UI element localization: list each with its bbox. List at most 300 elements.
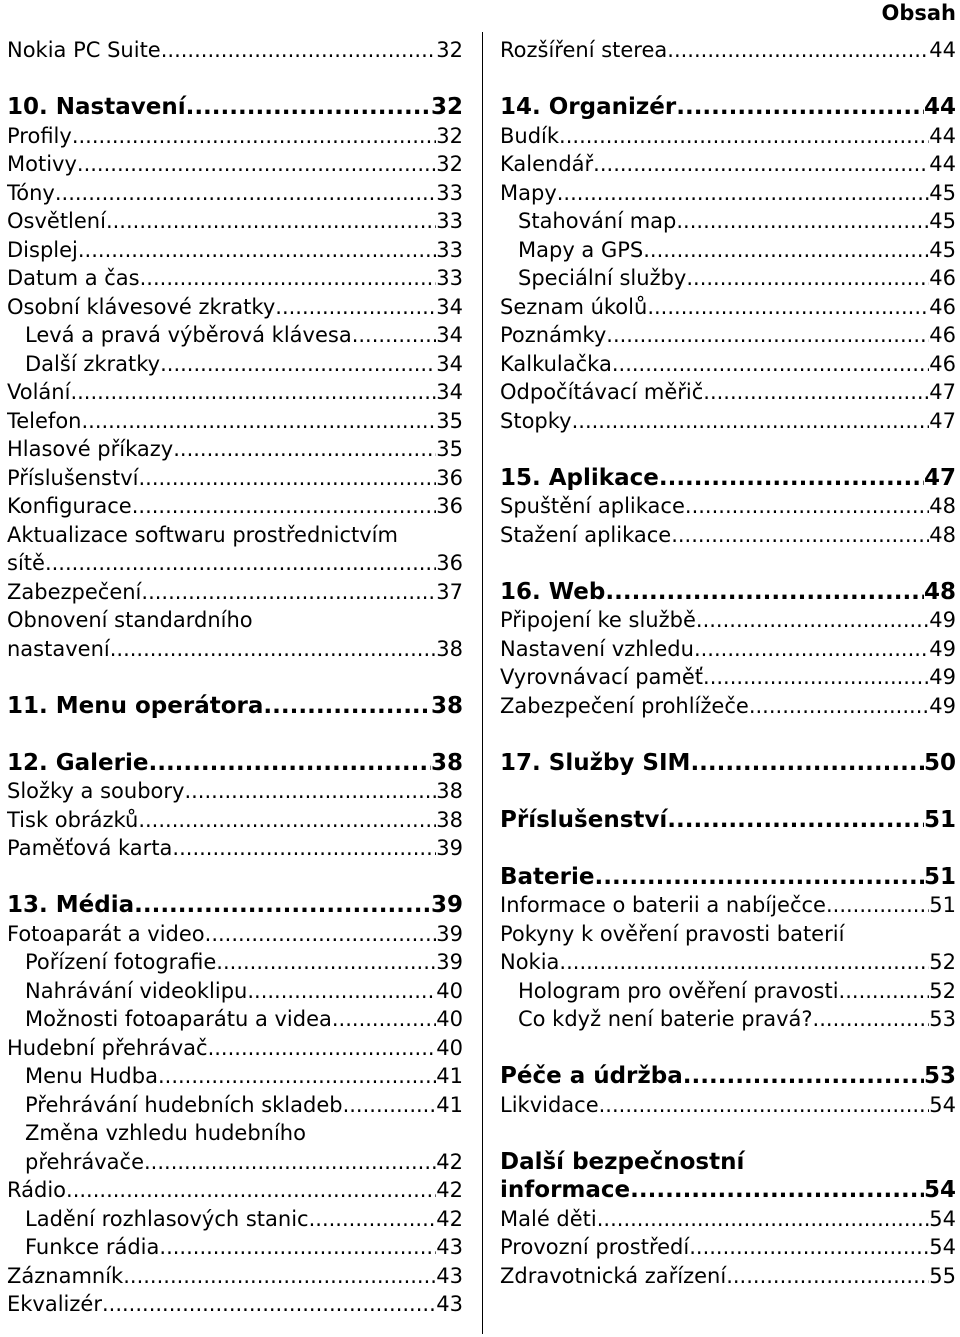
toc-page-number: 48 — [929, 494, 956, 518]
toc-page-number: 42 — [436, 1178, 463, 1202]
toc-page-number: 46 — [929, 294, 956, 319]
toc-entry-title: Funkce rádia — [25, 1235, 160, 1259]
toc-page-number: 43 — [436, 1235, 463, 1259]
toc-entry-title: Ekvalizér — [7, 1292, 102, 1316]
dot-leader — [247, 977, 436, 1006]
toc-entry-title: Hlasové příkazy — [7, 437, 174, 461]
toc-entry-title: Zabezpečení prohlížeče — [500, 693, 749, 718]
toc-page-number: 44 — [929, 123, 956, 148]
dot-leader — [647, 293, 929, 322]
dot-leader — [263, 692, 431, 721]
toc-page-number: 39 — [436, 950, 463, 974]
dot-leader — [749, 692, 929, 721]
toc-subsection-entry[interactable] — [500, 1005, 956, 1034]
toc-entry-title: Provozní prostředí — [500, 1235, 690, 1259]
toc-section-entry[interactable] — [500, 150, 956, 179]
dot-leader — [66, 1176, 436, 1205]
dot-leader — [172, 834, 436, 863]
toc-section-entry[interactable] — [7, 435, 463, 464]
toc-entry-title: Mapy — [500, 180, 557, 205]
toc-entry-title: Seznam úkolů — [500, 294, 648, 319]
toc-entry-title: Datum a čas — [7, 266, 140, 290]
toc-page-number: 40 — [436, 1007, 463, 1031]
toc-entry-title: Volání — [7, 380, 71, 404]
toc-entry-title: 12. Galerie — [7, 749, 149, 776]
toc-page-number: 54 — [929, 1235, 956, 1259]
spacer — [7, 863, 463, 892]
toc-subsection-entry[interactable] — [7, 321, 463, 350]
toc-page-number: 32 — [436, 152, 463, 176]
toc-section-entry[interactable] — [500, 521, 956, 550]
toc-entry-title: Hologram pro ověření pravosti — [518, 978, 839, 1003]
toc-entry-title: Spuštění aplikace — [500, 494, 685, 518]
toc-chapter-entry[interactable] — [500, 578, 956, 607]
toc-entry-title: Paměťová karta — [7, 836, 173, 860]
toc-page-number: 37 — [436, 579, 463, 604]
toc-section-entry[interactable] — [500, 1233, 956, 1262]
dot-leader — [594, 863, 924, 892]
toc-entry-title: Fotoaparát a video — [7, 921, 205, 946]
toc-section-entry[interactable] — [7, 549, 463, 578]
dot-leader — [159, 1233, 436, 1262]
toc-entry-title: Nahrávání videoklipu — [25, 978, 248, 1003]
toc-entry-title: Příslušenství — [500, 806, 668, 833]
toc-entry-title: Složky a soubory — [7, 779, 185, 803]
toc-subsection-entry[interactable] — [7, 350, 463, 379]
dot-leader — [77, 150, 436, 179]
toc-page-number: 44 — [923, 94, 956, 120]
dot-leader — [173, 435, 436, 464]
toc-page-number: 41 — [436, 1064, 463, 1088]
toc-section-entry[interactable] — [7, 492, 463, 521]
toc-section-entry[interactable] — [500, 635, 956, 664]
toc-entry-title: Příslušenství — [7, 465, 139, 490]
toc-page-number: 44 — [929, 152, 956, 176]
toc-section-entry[interactable] — [500, 492, 956, 521]
toc-page-number: 46 — [929, 323, 956, 347]
dot-leader — [148, 749, 431, 778]
dot-leader — [667, 36, 929, 65]
toc-page-number: 52 — [929, 950, 956, 974]
toc-entry-title: Ladění rozhlasových stanic — [25, 1206, 309, 1231]
toc-section-entry[interactable] — [500, 948, 956, 977]
toc-entry-text-line: Aktualizace softwaru prostřednictvím — [7, 522, 398, 547]
toc-section-entry[interactable] — [7, 407, 463, 436]
toc-chapter-entry[interactable] — [7, 749, 463, 778]
toc-section-entry[interactable] — [500, 378, 956, 407]
toc-page-number: 54 — [929, 1206, 956, 1231]
dot-leader — [102, 1290, 436, 1319]
dot-leader — [309, 1205, 437, 1234]
toc-page-number: 38 — [430, 749, 463, 776]
dot-leader — [559, 122, 929, 151]
dot-leader — [683, 1062, 924, 1091]
toc-page-number: 34 — [436, 380, 463, 404]
toc-entry-title: Nokia — [500, 950, 560, 974]
toc-page-number: 32 — [436, 38, 463, 62]
spacer — [500, 720, 956, 749]
toc-section-entry[interactable] — [7, 1262, 463, 1291]
toc-page-number: 42 — [436, 1206, 463, 1231]
spacer — [500, 1119, 956, 1148]
toc-page-number: 35 — [436, 437, 463, 461]
toc-section-entry[interactable] — [500, 891, 956, 920]
toc-entry-title: Vyrovnávací paměť — [500, 665, 704, 689]
toc-chapter-entry[interactable] — [500, 749, 956, 778]
toc-entry-title: 10. Nastavení — [7, 94, 186, 120]
dot-leader — [630, 1176, 924, 1205]
toc-section-entry[interactable] — [500, 606, 956, 635]
toc-page-number: 52 — [929, 978, 956, 1003]
toc-page-number: 33 — [436, 209, 463, 233]
toc-chapter-entry[interactable] — [500, 863, 956, 892]
toc-page-number: 48 — [923, 578, 956, 605]
toc-page-number: 36 — [436, 494, 463, 518]
toc-page-number: 49 — [929, 608, 956, 632]
dot-leader — [343, 1091, 437, 1120]
dot-leader — [676, 93, 924, 122]
dot-leader — [110, 635, 437, 664]
toc-entry-text-line: Další bezpečnostní — [500, 1148, 745, 1175]
dot-leader — [839, 977, 930, 1006]
toc-chapter-entry[interactable] — [500, 464, 956, 493]
toc-entry-title: Připojení ke službě — [500, 608, 696, 632]
toc-section-entry[interactable] — [500, 179, 956, 208]
toc-entry-title: Poznámky — [500, 323, 607, 347]
toc-section-entry[interactable] — [500, 122, 956, 151]
dot-leader — [332, 1005, 436, 1034]
toc-page-number: 47 — [929, 408, 956, 433]
toc-section-entry[interactable] — [7, 1290, 463, 1319]
toc-entry-title: 16. Web — [500, 578, 606, 605]
dot-leader — [72, 122, 436, 151]
dot-leader — [685, 492, 929, 521]
toc-section-entry[interactable] — [7, 920, 463, 949]
toc-section-entry[interactable] — [7, 207, 463, 236]
dot-leader — [161, 36, 437, 65]
toc-entry-title: Profily — [7, 123, 72, 148]
toc-entry-title: Tisk obrázků — [7, 807, 139, 832]
toc-section-entry[interactable] — [7, 578, 463, 607]
toc-chapter-entry[interactable] — [7, 692, 463, 721]
toc-entry-title: Osvětlení — [7, 209, 106, 233]
dot-leader — [557, 179, 930, 208]
toc-chapter-entry[interactable] — [7, 891, 463, 920]
toc-page-number: 39 — [430, 892, 463, 918]
toc-chapter-entry[interactable] — [500, 1062, 956, 1091]
dot-leader — [612, 350, 929, 379]
toc-section-entry[interactable] — [7, 264, 463, 293]
dot-leader — [141, 578, 436, 607]
toc-subsection-entry[interactable] — [7, 1091, 463, 1120]
toc-page-number: 54 — [923, 1177, 956, 1203]
toc-subsection-entry[interactable] — [7, 1005, 463, 1034]
dot-leader — [572, 407, 930, 436]
toc-entry-title: Rozšíření sterea — [500, 38, 668, 62]
toc-subsection-entry[interactable] — [500, 264, 956, 293]
toc-section-entry[interactable] — [7, 464, 463, 493]
toc-entry-title: Přehrávání hudebních skladeb — [25, 1092, 343, 1117]
toc-entry-title: Co když není baterie pravá? — [518, 1007, 813, 1031]
toc-entry-title: Menu Hudba — [25, 1064, 158, 1088]
dot-leader — [559, 948, 929, 977]
toc-page-number: 38 — [436, 807, 463, 832]
toc-entry-title: Likvidace — [500, 1092, 599, 1117]
toc-entry-title: Baterie — [500, 863, 595, 890]
toc-page-number: 51 — [929, 893, 956, 917]
dot-leader — [696, 606, 929, 635]
toc-entry-title: Osobní klávesové zkratky — [7, 294, 276, 319]
spacer — [500, 777, 956, 806]
toc-page-number: 50 — [923, 749, 956, 776]
toc-section-entry[interactable] — [7, 777, 463, 806]
toc-entry-title: nastavení — [7, 636, 110, 661]
dot-leader — [659, 464, 924, 493]
toc-entry-title: Kalendář — [500, 152, 594, 176]
toc-section-entry[interactable] — [7, 834, 463, 863]
toc-page-number: 53 — [923, 1063, 956, 1089]
toc-entry-title: Hudební přehrávač — [7, 1035, 208, 1060]
toc-entry-title: Informace o baterii a nabíječce — [500, 893, 826, 917]
toc-entry-title: Tóny — [7, 180, 55, 205]
dot-leader — [184, 777, 436, 806]
toc-entry-title: Mapy a GPS — [518, 237, 644, 262]
dot-leader — [726, 1262, 929, 1291]
toc-entry-title: Možnosti fotoaparátu a videa — [25, 1007, 332, 1031]
toc-entry-title: Levá a pravá výběrová klávesa — [25, 323, 352, 347]
toc-section-entry[interactable] — [7, 378, 463, 407]
toc-page-number: 33 — [436, 237, 463, 262]
toc-section-entry[interactable] — [500, 1091, 956, 1120]
toc-section-entry[interactable] — [500, 350, 956, 379]
dot-leader — [599, 1091, 930, 1120]
toc-page-number: 40 — [436, 1035, 463, 1060]
toc-page-number: 46 — [929, 266, 956, 290]
toc-page-number: 34 — [436, 351, 463, 376]
toc-section-entry[interactable] — [7, 293, 463, 322]
toc-page-number: 44 — [929, 38, 956, 62]
spacer — [500, 1034, 956, 1063]
toc-entry-title: 17. Služby SIM — [500, 749, 691, 776]
dot-leader — [671, 521, 929, 550]
toc-section-entry[interactable] — [7, 1176, 463, 1205]
toc-chapter-entry[interactable] — [7, 93, 463, 122]
column-divider — [482, 32, 483, 1334]
toc-chapter-entry[interactable] — [500, 1176, 956, 1205]
spacer — [500, 65, 956, 94]
toc-entry-title: Rádio — [7, 1178, 67, 1202]
dot-leader — [55, 179, 436, 208]
toc-entry-title: Stopky — [500, 408, 572, 433]
toc-page-number: 42 — [436, 1149, 463, 1174]
toc-section-entry[interactable] — [500, 663, 956, 692]
toc-entry-title: Záznamník — [7, 1263, 124, 1288]
toc-subsection-entry[interactable] — [7, 1233, 463, 1262]
dot-leader — [216, 948, 436, 977]
toc-page-number: 43 — [436, 1292, 463, 1316]
toc-entry-title: přehrávače — [25, 1149, 144, 1174]
toc-section-entry[interactable] — [7, 806, 463, 835]
dot-leader — [597, 1205, 930, 1234]
dot-leader — [593, 150, 929, 179]
toc-section-entry[interactable] — [7, 236, 463, 265]
toc-page-number: 38 — [430, 692, 463, 719]
dot-leader — [123, 1262, 436, 1291]
toc-page-number: 33 — [436, 266, 463, 290]
toc-entry-title: Motivy — [7, 152, 77, 176]
dot-leader — [78, 236, 436, 265]
toc-section-entry[interactable] — [7, 1034, 463, 1063]
toc-entry-title: 13. Média — [7, 892, 135, 918]
toc-section-entry[interactable] — [500, 407, 956, 436]
toc-page-number: 49 — [929, 665, 956, 689]
toc-page-number: 40 — [436, 978, 463, 1003]
dot-leader — [813, 1005, 930, 1034]
toc-section-entry[interactable] — [500, 1262, 956, 1291]
toc-page-number: 32 — [436, 123, 463, 148]
toc-page-number: 45 — [929, 180, 956, 205]
toc-entry-title: Telefon — [7, 408, 82, 433]
toc-entry-title: Nokia PC Suite — [7, 38, 161, 62]
toc-entry-text-line: Změna vzhledu hudebního — [25, 1121, 306, 1145]
toc-entry-text-line: Obnovení standardního — [7, 608, 253, 632]
dot-leader — [667, 806, 924, 835]
toc-subsection-entry[interactable] — [7, 1148, 463, 1177]
toc-section-entry[interactable] — [500, 1205, 956, 1234]
dot-leader — [605, 578, 924, 607]
toc-subsection-entry[interactable] — [7, 1205, 463, 1234]
toc-page-number: 55 — [929, 1263, 956, 1288]
toc-subsection-entry[interactable] — [500, 977, 956, 1006]
toc-page-number: 47 — [929, 380, 956, 404]
toc-subsection-entry[interactable] — [7, 977, 463, 1006]
toc-page-number: 54 — [929, 1092, 956, 1117]
toc-section-entry[interactable] — [500, 293, 956, 322]
dot-leader — [144, 1148, 436, 1177]
toc-chapter-entry[interactable] — [500, 806, 956, 835]
dot-leader — [703, 663, 929, 692]
dot-leader — [134, 891, 431, 920]
toc-entry-title: Stažení aplikace — [500, 522, 672, 547]
toc-entry-title: 11. Menu operátora — [7, 692, 264, 719]
toc-entry-title: informace — [500, 1177, 631, 1203]
dot-leader — [70, 378, 436, 407]
dot-leader — [689, 1233, 929, 1262]
toc-subsection-entry[interactable] — [7, 1062, 463, 1091]
toc-page-number: 48 — [929, 522, 956, 547]
dot-leader — [138, 806, 436, 835]
toc-page-number: 34 — [436, 323, 463, 347]
toc-section-entry[interactable] — [500, 692, 956, 721]
toc-entry-title: Stahování map — [518, 209, 677, 233]
spacer — [500, 435, 956, 464]
dot-leader — [703, 378, 929, 407]
toc-entry-title: Kalkulačka — [500, 351, 612, 376]
dot-leader — [208, 1034, 437, 1063]
dot-leader — [138, 464, 436, 493]
toc-page-number: 38 — [436, 779, 463, 803]
toc-section-entry[interactable] — [500, 321, 956, 350]
toc-page-number: 35 — [436, 408, 463, 433]
toc-page-number: 53 — [929, 1007, 956, 1031]
toc-page-number: 39 — [436, 836, 463, 860]
dot-leader — [45, 549, 436, 578]
dot-leader — [826, 891, 929, 920]
toc-page-number: 51 — [923, 806, 956, 833]
toc-subsection-entry[interactable] — [500, 207, 956, 236]
toc-column-right — [500, 36, 956, 1290]
toc-page-number: 46 — [929, 351, 956, 376]
toc-entry-title: Odpočítávací měřič — [500, 380, 704, 404]
toc-section-entry[interactable] — [7, 179, 463, 208]
dot-leader — [694, 635, 929, 664]
spacer — [500, 834, 956, 863]
toc-entry-title: 14. Organizér — [500, 94, 677, 120]
toc-page-number: 32 — [430, 94, 463, 120]
toc-entry-text-line: Pokyny k ověření pravosti baterií — [500, 921, 845, 946]
toc-page-number: 49 — [929, 693, 956, 718]
page-header: Obsah — [881, 1, 956, 25]
toc-page-number: 41 — [436, 1092, 463, 1117]
toc-entry-title: Budík — [500, 123, 560, 148]
toc-subsection-entry[interactable] — [500, 236, 956, 265]
toc-section-entry[interactable] — [500, 36, 956, 65]
toc-entry-title: sítě — [7, 551, 45, 575]
dot-leader — [186, 93, 431, 122]
toc-entry-title: 15. Aplikace — [500, 464, 659, 491]
dot-leader — [160, 350, 436, 379]
toc-entry-title: Zabezpečení — [7, 579, 142, 604]
spacer — [7, 65, 463, 94]
toc-page-number: 47 — [923, 464, 956, 491]
toc-page-number: 33 — [436, 180, 463, 205]
toc-subsection-entry[interactable] — [7, 948, 463, 977]
dot-leader — [275, 293, 436, 322]
toc-entry-title: Speciální služby — [518, 266, 687, 290]
toc-section-entry[interactable] — [7, 635, 463, 664]
spacer — [500, 549, 956, 578]
toc-entry-title: Zdravotnická zařízení — [500, 1263, 727, 1288]
toc-page-number: 38 — [436, 636, 463, 661]
toc-page-number: 45 — [929, 237, 956, 262]
toc-chapter-entry[interactable] — [500, 93, 956, 122]
toc-section-entry[interactable] — [7, 36, 463, 65]
toc-page-number: 34 — [436, 294, 463, 319]
toc-section-entry[interactable] — [7, 150, 463, 179]
toc-section-entry[interactable] — [7, 122, 463, 151]
spacer — [7, 663, 463, 692]
toc-page-number: 36 — [436, 465, 463, 490]
spacer — [7, 720, 463, 749]
toc-entry-title: Displej — [7, 237, 78, 262]
toc-page-number: 43 — [436, 1263, 463, 1288]
toc-page-number: 45 — [929, 209, 956, 233]
toc-page-number: 39 — [436, 921, 463, 946]
toc-entry-title: Pořízení fotografie — [25, 950, 217, 974]
toc-entry-title: Malé děti — [500, 1206, 597, 1231]
dot-leader — [686, 264, 929, 293]
dot-leader — [81, 407, 436, 436]
dot-leader — [140, 264, 437, 293]
dot-leader — [606, 321, 929, 350]
toc-page-number: 49 — [929, 636, 956, 661]
toc-entry-title: Konfigurace — [7, 494, 132, 518]
dot-leader — [690, 749, 924, 778]
toc-entry-title: Další zkratky — [25, 351, 161, 376]
dot-leader — [132, 492, 437, 521]
toc-entry-title: Péče a údržba — [500, 1063, 683, 1089]
dot-leader — [158, 1062, 436, 1091]
